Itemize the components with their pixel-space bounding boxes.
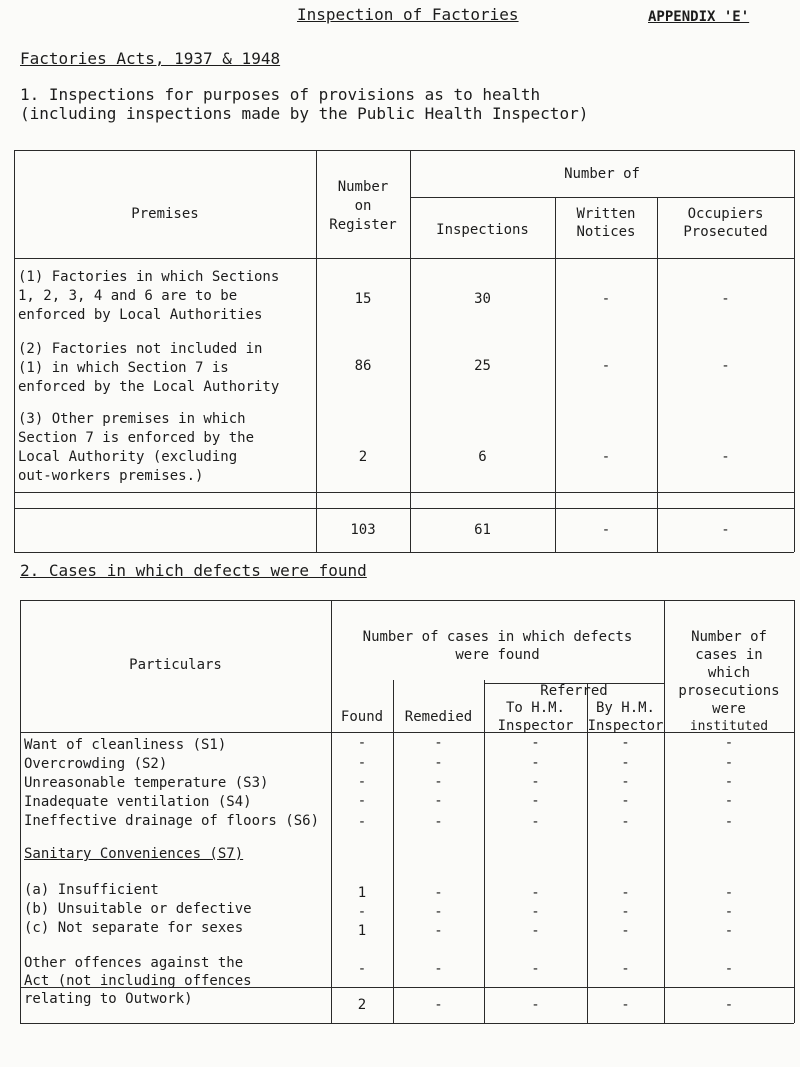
- cell-to-hm: -: [531, 885, 540, 901]
- cell-pros: -: [724, 814, 734, 830]
- col-to-hm-2: Inspector: [497, 718, 574, 734]
- col-particulars: Particulars: [129, 657, 222, 673]
- col-register-3: Register: [329, 217, 397, 233]
- cell-remedied: -: [434, 885, 443, 901]
- cell-by-hm: -: [621, 793, 630, 809]
- row-label: Want of cleanliness (S1): [24, 737, 227, 753]
- cell-remedied: -: [434, 961, 443, 977]
- col-cases-2: were found: [455, 647, 540, 663]
- row-label: Ineffective drainage of floors (S6): [24, 813, 320, 829]
- col-found: Found: [340, 709, 384, 725]
- cell-found: -: [357, 735, 367, 751]
- cell-remedied: -: [434, 814, 443, 830]
- cell-by-hm: -: [621, 735, 630, 751]
- cell-to-hm: -: [531, 735, 540, 751]
- row-label: Sanitary Conveniences (S7): [24, 846, 244, 862]
- cell-by-hm: -: [621, 755, 630, 771]
- cell-found: -: [357, 755, 367, 771]
- col-number-of: Number of: [564, 166, 640, 182]
- cell-pros: -: [724, 735, 734, 751]
- col-premises: Premises: [131, 206, 199, 222]
- col-cases-1: Number of cases in which defects: [362, 629, 633, 645]
- col-remedied: Remedied: [404, 709, 473, 725]
- cell-by-hm: -: [621, 961, 630, 977]
- row-label: (b) Unsuitable or defective: [24, 901, 252, 917]
- cell-to-hm: -: [531, 923, 540, 939]
- col-register-1: Number: [337, 179, 389, 195]
- cell-pros: -: [724, 923, 734, 939]
- col-written-1: Written: [576, 206, 636, 222]
- cell-found: -: [357, 774, 367, 790]
- cell-found: 1: [357, 923, 367, 939]
- col-by-hm-2: Inspector: [587, 718, 664, 734]
- row-label: relating to Outwork): [24, 991, 193, 1007]
- cell-remedied: -: [434, 774, 443, 790]
- appendix-label: APPENDIX 'E': [648, 9, 750, 25]
- row-label: Other offences against the: [24, 955, 244, 971]
- cell-pros: -: [724, 961, 734, 977]
- col-by-hm-1: By H.M.: [595, 700, 655, 716]
- cell-found: -: [357, 793, 367, 809]
- col-prosecutions-4: prosecutions: [678, 683, 780, 699]
- row-label: Unreasonable temperature (S3): [24, 775, 269, 791]
- section2-heading: 2. Cases in which defects were found: [20, 561, 367, 580]
- col-prosecutions-6: instituted: [689, 719, 769, 734]
- row-label: Inadequate ventilation (S4): [24, 794, 252, 810]
- cell-found: -: [357, 961, 367, 977]
- acts-title: Factories Acts, 1937 & 1948: [20, 49, 281, 68]
- cell-pros: -: [724, 904, 734, 920]
- cell-by-hm: -: [621, 814, 630, 830]
- cell-pros: -: [724, 885, 734, 901]
- col-written-2: Notices: [576, 224, 636, 240]
- section1-heading-line2: (including inspections made by the Public Health Inspector): [20, 104, 589, 123]
- col-occupiers-2: Prosecuted: [683, 224, 768, 240]
- cell-by-hm: -: [621, 885, 630, 901]
- section1-heading-line1: 1. Inspections for purposes of provisions as to health: [20, 85, 541, 104]
- cell-to-hm: -: [531, 793, 540, 809]
- cell-pros: -: [724, 755, 734, 771]
- cell-by-hm: -: [621, 904, 630, 920]
- cell-by-hm: -: [621, 774, 630, 790]
- col-referred: Referred: [540, 683, 608, 699]
- col-prosecutions-1: Number of: [691, 629, 767, 645]
- cell-to-hm: -: [531, 961, 540, 977]
- row-label: (c) Not separate for sexes: [24, 920, 244, 936]
- cell-remedied: -: [434, 755, 443, 771]
- cell-to-hm: -: [531, 904, 540, 920]
- cell-to-hm: -: [531, 814, 540, 830]
- col-register-2: on: [354, 198, 372, 214]
- cell-found: -: [357, 904, 367, 920]
- col-prosecutions-5: were: [712, 701, 746, 717]
- cell-remedied: -: [434, 923, 443, 939]
- cell-remedied: -: [434, 735, 443, 751]
- cell-pros: -: [724, 774, 734, 790]
- cell-remedied: -: [434, 904, 443, 920]
- cell-to-hm: -: [531, 755, 540, 771]
- col-occupiers-1: Occupiers: [687, 206, 764, 222]
- cell-found: 1: [357, 885, 367, 901]
- col-to-hm-1: To H.M.: [505, 700, 565, 716]
- row-label: Overcrowding (S2): [24, 756, 168, 772]
- row-label: (a) Insufficient: [24, 882, 159, 898]
- row-label: Act (not including offences: [24, 973, 252, 989]
- col-prosecutions-3: which: [707, 665, 751, 681]
- cell-remedied: -: [434, 793, 443, 809]
- col-inspections: Inspections: [436, 222, 529, 238]
- cell-pros: -: [724, 793, 734, 809]
- cell-by-hm: -: [621, 923, 630, 939]
- cell-found: -: [357, 814, 367, 830]
- col-prosecutions-2: cases in: [695, 647, 763, 663]
- cell-to-hm: -: [531, 774, 540, 790]
- page-title: Inspection of Factories: [297, 5, 519, 24]
